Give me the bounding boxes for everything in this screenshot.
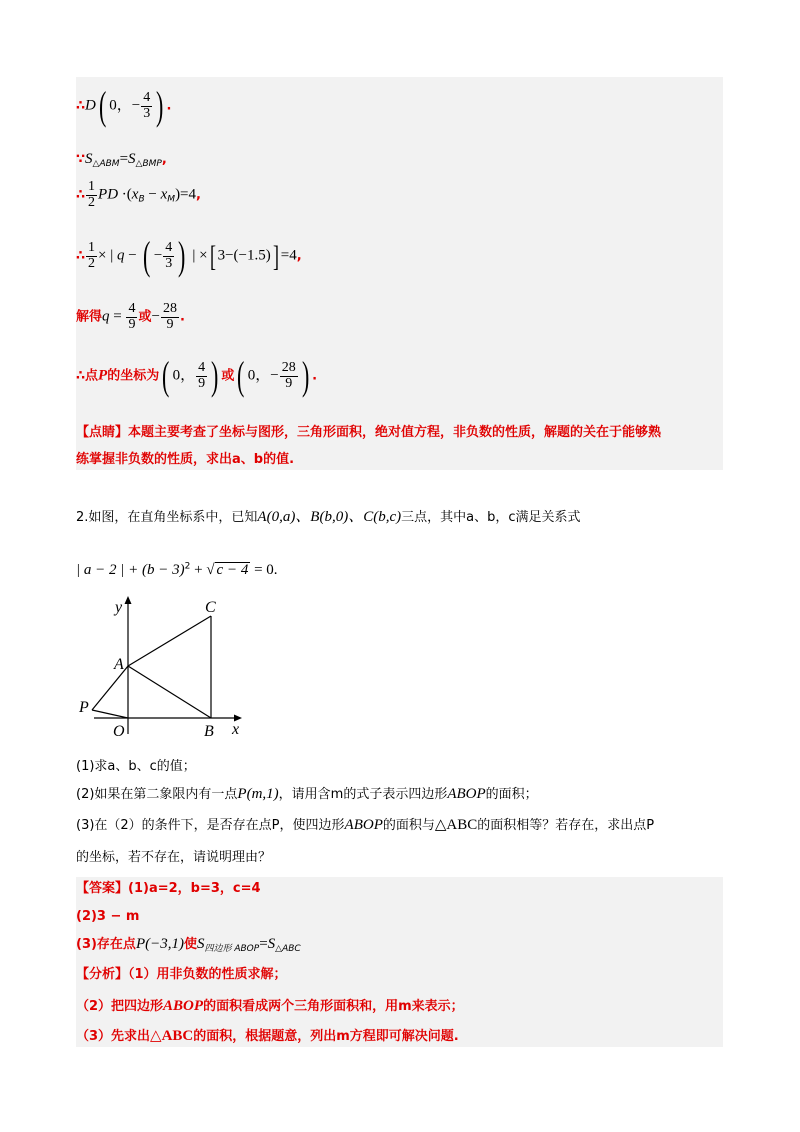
solution-line-q-result: 解得q = $\frac{4}{9}$ 或− $\frac{28}{9}$ . (76, 301, 185, 332)
solution-line-d-coordinates: ∴D( 0，− $\frac{4}{3}$ ) . (76, 83, 172, 128)
label-x: x (232, 721, 240, 738)
analysis-line-3: （3）先求出△ABC的面积，根据题意，列出m方程即可解决问题. (76, 1028, 459, 1044)
segment-ab (128, 666, 211, 718)
question-3: (3)在（2）的条件下，是否存在点P，使四边形ABOP的面积与△ABC的面积相等？若存在，求出点P (76, 817, 655, 833)
label-p: P (79, 699, 89, 716)
segment-po (92, 710, 128, 718)
segment-ac (128, 616, 211, 666)
fraction: $\frac{1}{2}$ (88, 239, 96, 271)
solution-line-p-coordinates: ∴点P的坐标为( 0， $\frac{4}{9}$ ) 或( 0，− $\frac{28}{9}$ ) . (76, 353, 318, 398)
solution-line-area-equal: $\because S_{\triangle ABM}=S_{\triangle BMP}$, (76, 151, 167, 169)
solution-line-equation: ∴ $\frac{1}{2}$ × | q − ( − $\frac{4}{3}$ ) | ×[ 3−(−1.5)] =4, (76, 233, 302, 278)
label-b: B (204, 723, 214, 740)
fraction: $\frac{4}{3}$ (165, 239, 173, 271)
label-y: y (115, 599, 123, 616)
fraction: $\frac{4}{9}$ (128, 301, 136, 332)
question-2: (2)如果在第二象限内有一点P(m,1)，请用含m的式子表示四边形ABOP的面积； (76, 786, 538, 802)
answer-line-1: 【答案】(1)a=2，b=3，c=4 (76, 881, 261, 896)
coordinate-figure (74, 594, 254, 744)
question-1: (1)求a、b、c的值； (76, 759, 196, 774)
fraction: $\frac{4}{3}$ (143, 89, 151, 121)
answer-line-3: (3)存在点P(−3,1)使$S_{四边形 ABOP}=S_{\triangle ABC}$ (76, 936, 301, 954)
answer-line-2: (2)3 − m (76, 909, 140, 924)
problem-2-stem: 2.如图，在直角坐标系中，已知A(0,a)、B(b,0)、C(b,c)三点，其中a、b，c满足关系式 (76, 509, 581, 525)
fraction: $\frac{28}{9}$ (162, 301, 177, 332)
y-axis-arrow (125, 596, 132, 604)
fraction: $\frac{28}{9}$ (281, 359, 296, 391)
analysis-line-2: （2）把四边形ABOP的面积看成两个三角形面积和，用m来表示； (76, 998, 464, 1014)
fraction: $\frac{1}{2}$ (88, 179, 96, 210)
analysis-line-1: 【分析】（1）用非负数的性质求解； (76, 967, 287, 982)
label-o: O (113, 723, 125, 740)
problem-2-equation: | a − 2 | + $(b - 3)^2$ + √ c − 4 = 0. (76, 561, 278, 578)
solution-line-area-formula: ∴ $\frac{1}{2}$ PD $\cdot(x_B - x_M)=4$, (76, 179, 201, 210)
question-3-continued: 的坐标，若不存在，请说明理由？ (76, 850, 272, 865)
label-a: A (114, 656, 124, 673)
answer-block (76, 877, 723, 1047)
comment-paragraph: 【点睛】本题主要考查了坐标与图形，三角形面积，绝对值方程，非负数的性质，解题的关在于能够熟 练掌握非负数的性质，求出a、b的值. (76, 425, 662, 467)
fraction: $\frac{4}{9}$ (198, 359, 206, 391)
label-c: C (205, 599, 216, 616)
